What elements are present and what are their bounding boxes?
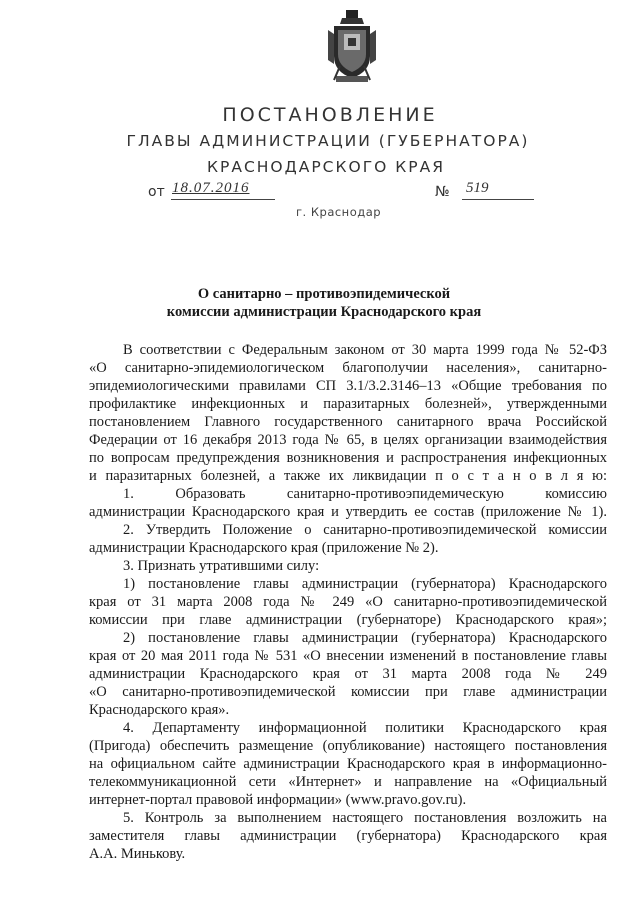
body-line: 2) постановление главы администрации (губернатора) Краснодарского (123, 630, 607, 646)
body-line: края от 20 мая 2011 года № 531 «О внесении изменений в постановление главы (89, 648, 607, 664)
body-line: Краснодарского края». (89, 702, 230, 718)
body-line: телекоммуникационной сети «Интернет» и направление на «Официальный (89, 774, 607, 790)
body-line: 1) постановление главы администрации (губернатора) Краснодарского (123, 576, 607, 592)
body-line: администрации Краснодарского края от 31 марта 2008 года № 249 (89, 666, 607, 682)
date-prefix: от (148, 184, 165, 200)
body-line: комиссии при главе администрации (губернаторе) Краснодарского края»; (89, 612, 607, 628)
body-line: интернет-портал правовой информации» (www.pravo.gov.ru). (89, 792, 467, 808)
city-label: г. Краснодар (296, 205, 382, 219)
body-line: 4. Департаменту информационной политики Краснодарского края (123, 720, 607, 736)
body-line: 3. Признать утратившими силу: (123, 558, 320, 574)
body-line: администрации Краснодарского края (приложение № 2). (89, 540, 439, 556)
document-title-line-1: О санитарно – противоэпидемической (197, 286, 451, 302)
body-line: профилактике инфекционных и паразитарных болезней», утвержденными (89, 396, 607, 412)
body-line: по вопросам предупреждения возникновения и распространения инфекционных (89, 450, 607, 466)
number-underline (462, 199, 534, 200)
body-line: и паразитарных болезней, а также их ликвидации п о с т а н о в л я ю: (89, 468, 607, 484)
document-title-line-2: комиссии администрации Краснодарского края (166, 304, 482, 320)
document-type-heading: ПОСТАНОВЛЕНИЕ (222, 104, 438, 126)
body-line: Федерации от 16 декабря 2013 года № 65, в целях организации взаимодействия (89, 432, 607, 448)
handwritten-date: 18.07.2016 (172, 180, 250, 196)
body-line: постановлением Главного государственного санитарного врача Российской (89, 414, 607, 430)
body-line: 2. Утвердить Положение о санитарно-противоэпидемической комиссии (123, 522, 607, 538)
body-line: 1. Образовать санитарно-противоэпидемическую комиссию (123, 486, 607, 502)
body-line: (Пригода) обеспечить размещение (опубликование) настоящего постановления (89, 738, 607, 754)
body-line: В соответствии с Федеральным законом от 30 марта 1999 года № 52-ФЗ (123, 342, 607, 358)
issuer-heading-line-1: ГЛАВЫ АДМИНИСТРАЦИИ (ГУБЕРНАТОРА) (126, 132, 530, 150)
body-line: края от 31 марта 2008 года № 249 «О санитарно-противоэпидемической (89, 594, 607, 610)
body-line: заместителя главы администрации (губернатора) Краснодарского края (89, 828, 607, 844)
body-line: 5. Контроль за выполнением настоящего постановления возложить на (123, 810, 607, 826)
handwritten-number: 519 (466, 180, 489, 196)
body-line: «О санитарно-эпидемиологическом благополучии населения», санитарно- (89, 360, 607, 376)
issuer-heading-line-2: КРАСНОДАРСКОГО КРАЯ (206, 158, 446, 176)
number-prefix: № (435, 184, 450, 200)
coat-of-arms-emblem (326, 10, 378, 86)
body-line: А.А. Минькову. (89, 846, 186, 862)
body-line: администрации Краснодарского края и утвердить ее состав (приложение № 1). (89, 504, 607, 520)
body-line: эпидемиологическими правилами СП 3.1/3.2.3146–13 «Общие требования по (89, 378, 607, 394)
body-line: «О санитарно-противоэпидемической комиссии при главе администрации (89, 684, 607, 700)
date-underline (171, 199, 275, 200)
body-line: на официальном сайте администрации Краснодарского края в информационно- (89, 756, 607, 772)
